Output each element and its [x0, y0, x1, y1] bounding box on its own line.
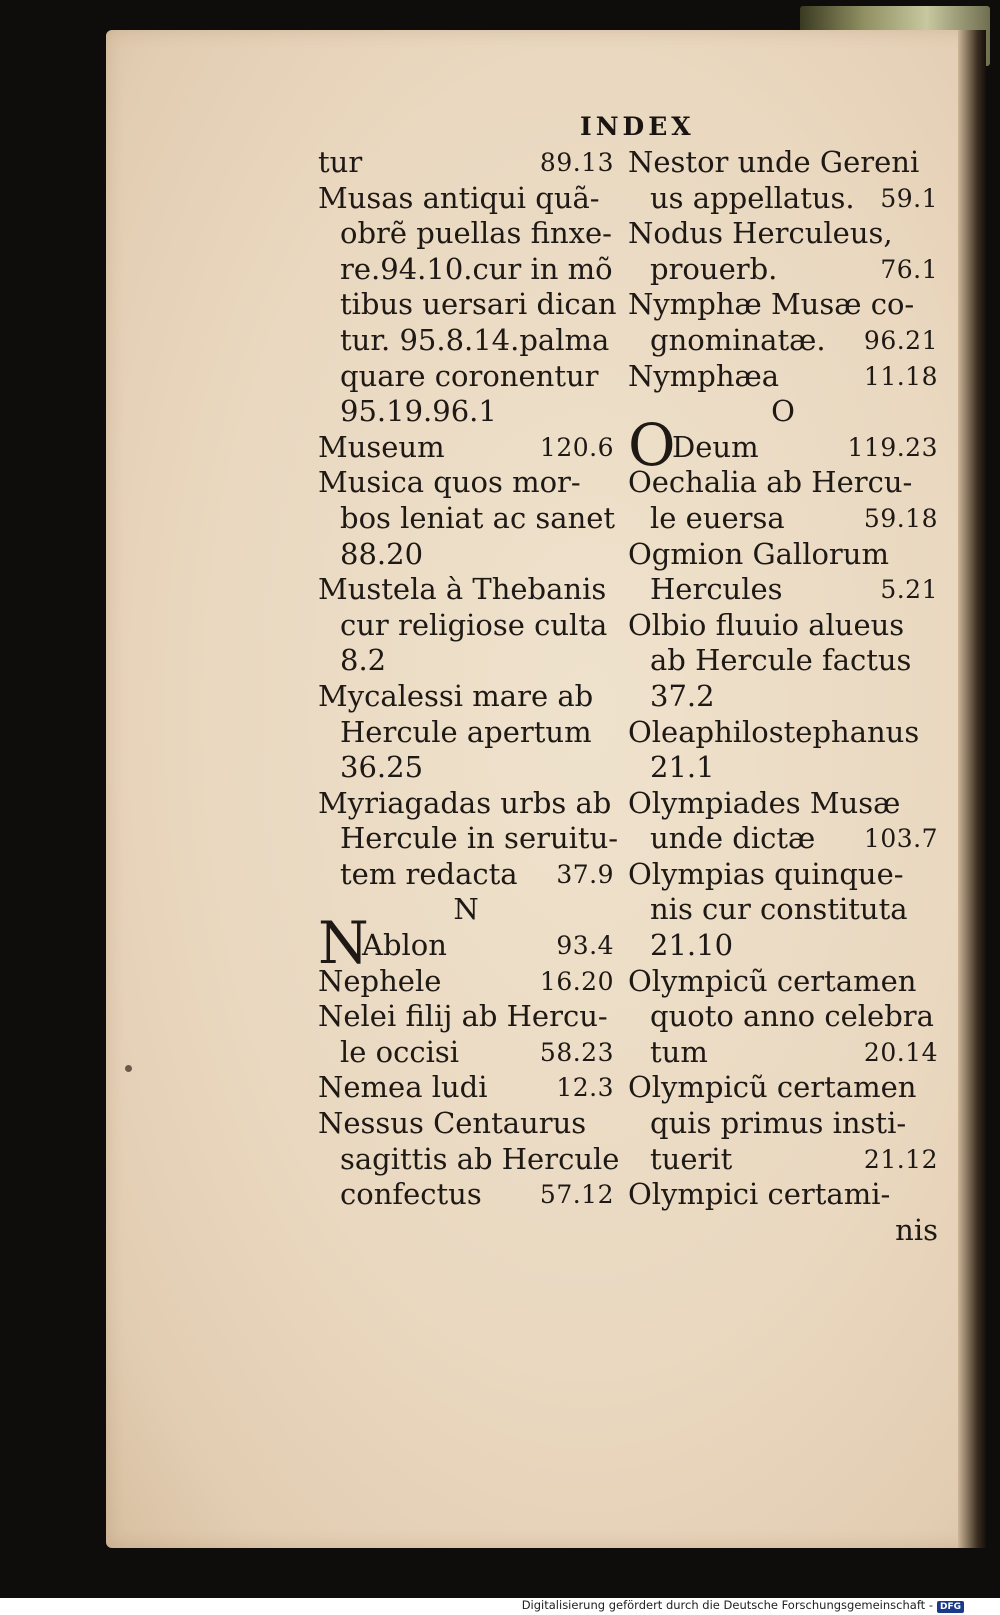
entry-text: Nodus Herculeus,: [628, 216, 893, 251]
entry-text: Nestor unde Gereni: [628, 145, 920, 179]
entry-page-ref: 59.1: [880, 183, 938, 213]
index-entry: [318, 786, 614, 822]
index-entry: [628, 1106, 938, 1142]
entry-text: 21.1: [650, 750, 715, 785]
index-column-left: [318, 145, 620, 1213]
index-entry: [628, 323, 938, 359]
index-entry: [318, 181, 614, 217]
index-entry: [628, 252, 938, 288]
index-entry: [628, 1070, 938, 1106]
index-entry: [628, 410, 938, 479]
entry-text: Myriagadas urbs ab: [318, 785, 612, 820]
index-entry: [318, 430, 614, 466]
entry-text: Ablon: [362, 928, 447, 963]
entry-text: 88.20: [340, 536, 424, 571]
entry-text: Hercule in seruitu-: [340, 821, 619, 856]
entry-text: re.94.10.cur in mõ: [340, 251, 613, 286]
index-entry: [628, 501, 938, 537]
index-entry: [628, 643, 938, 679]
entry-text: gnominatæ.: [650, 322, 826, 357]
index-entry: [318, 359, 614, 395]
entry-text: nis cur constituta: [650, 892, 908, 927]
index-entry: [628, 181, 938, 217]
entry-page-ref: 20.14: [863, 1037, 938, 1067]
entry-text: tur: [318, 145, 363, 179]
index-entry: [628, 999, 938, 1035]
entry-text: Deum: [672, 429, 759, 464]
index-entry: [628, 145, 938, 181]
index-entry: [318, 643, 614, 679]
entry-text: tum: [650, 1034, 708, 1069]
index-entry: [628, 857, 938, 893]
index-entry: [318, 1106, 614, 1142]
attribution-text: Digitalisierung gefördert durch die Deutsche Forschungsgemeinschaft -: [521, 1598, 933, 1612]
index-entry: [318, 465, 614, 501]
index-entry: [318, 1070, 614, 1106]
drop-cap: O: [628, 410, 676, 479]
entry-text: Olympicũ certamen: [628, 1070, 917, 1105]
entry-text: Musica quos mor-: [318, 465, 581, 500]
entry-text: tuerit: [650, 1141, 733, 1176]
entry-text: 37.2: [650, 678, 715, 713]
entry-page-ref: 93.4: [556, 931, 614, 961]
entry-page-ref: 76.1: [880, 254, 938, 284]
drop-cap: N: [318, 909, 369, 978]
index-entry: [318, 909, 614, 978]
entry-text: Museum: [318, 429, 445, 464]
page-speck: [125, 1065, 132, 1072]
entry-text: 36.25: [340, 750, 424, 785]
entry-text: Oleaphilostephanus: [628, 714, 920, 749]
entry-text: Mustela à Thebanis: [318, 572, 607, 607]
index-entry: [318, 323, 614, 359]
entry-text: Nemea ludi: [318, 1070, 488, 1105]
page-gutter: [958, 30, 986, 1548]
entry-text: 95.19.96.1: [340, 394, 497, 429]
entry-text: us appellatus.: [650, 180, 855, 215]
index-entry: [318, 608, 614, 644]
entry-text: Nelei filij ab Hercu-: [318, 999, 608, 1034]
index-entry: [318, 216, 614, 252]
entry-text: ab Hercule factus: [650, 643, 912, 678]
index-entry: [318, 999, 614, 1035]
entry-text: Hercule apertum: [340, 714, 592, 749]
index-entry: [628, 1142, 938, 1178]
index-entry: [628, 892, 938, 928]
entry-text: Olympiades Musæ: [628, 785, 901, 820]
index-entry: [318, 821, 619, 857]
index-column-right: [628, 145, 938, 1248]
entry-page-ref: 16.20: [539, 966, 614, 996]
index-entry: [318, 394, 614, 430]
index-entry: [318, 287, 617, 323]
entry-text: le occisi: [340, 1034, 460, 1069]
index-entry: [318, 715, 614, 751]
index-entry: [628, 679, 938, 715]
index-entry: [318, 501, 614, 537]
entry-page-ref: 89.13: [539, 148, 614, 177]
entry-text: tur. 95.8.14.palma: [340, 322, 610, 357]
entry-page-ref: 21.12: [863, 1144, 938, 1174]
entry-page-ref: 58.23: [539, 1037, 614, 1067]
entry-text: quare coronentur: [340, 358, 599, 393]
index-entry: [628, 359, 938, 395]
entry-text: tem redacta: [340, 856, 518, 891]
index-entry: [318, 252, 614, 288]
entry-text: quoto anno celebra: [650, 999, 934, 1034]
entry-text: Nephele: [318, 963, 442, 998]
entry-text: 8.2: [340, 643, 387, 678]
index-entry: [628, 821, 938, 857]
entry-text: Nymphæa: [628, 358, 780, 393]
index-entry: [628, 287, 938, 323]
entry-text: Hercules: [650, 572, 783, 607]
entry-page-ref: 119.23: [847, 432, 938, 462]
entry-text: Oechalia ab Hercu-: [628, 465, 913, 500]
entry-text: Olympicũ certamen: [628, 963, 917, 998]
page-header: INDEX: [580, 112, 695, 141]
dfg-logo: DFG: [937, 1601, 964, 1613]
entry-text: le euersa: [650, 500, 785, 535]
entry-text: Ogmion Gallorum: [628, 536, 889, 571]
index-entry: [628, 928, 938, 964]
entry-page-ref: 120.6: [539, 432, 614, 462]
index-entry: [318, 572, 614, 608]
entry-text: sagittis ab Hercule: [340, 1141, 620, 1176]
entry-text: nis: [895, 1212, 938, 1247]
entry-page-ref: 103.7: [863, 824, 938, 854]
entry-page-ref: 37.9: [556, 859, 614, 889]
index-entry: [628, 750, 938, 786]
index-entry: [628, 1213, 938, 1249]
index-entry: [628, 786, 938, 822]
entry-text: Nymphæ Musæ co-: [628, 287, 915, 322]
index-entry: [318, 537, 614, 573]
entry-text: Nessus Centaurus: [318, 1106, 587, 1141]
entry-text: confectus: [340, 1177, 482, 1212]
entry-page-ref: 96.21: [863, 325, 938, 355]
entry-text: bos leniat ac sanet: [340, 500, 616, 535]
index-entry: [628, 216, 938, 252]
index-entry: [628, 1177, 938, 1213]
entry-text: tibus uersari dican: [340, 287, 617, 322]
attribution-footer: [522, 1598, 964, 1613]
entry-text: 21.10: [650, 928, 734, 963]
index-entry: [318, 1141, 620, 1178]
entry-text: cur religiose culta: [340, 607, 608, 642]
index-entry: [318, 1035, 614, 1071]
index-entry: [318, 145, 614, 181]
entry-page-ref: 5.21: [880, 575, 938, 605]
index-entry: [318, 679, 614, 715]
entry-text: Olbio fluuio alueus: [628, 607, 905, 642]
index-entry: [318, 1177, 614, 1213]
entry-text: prouerb.: [650, 251, 778, 286]
index-entry: [318, 750, 614, 786]
section-letter: N: [453, 892, 479, 927]
entry-page-ref: 59.18: [863, 503, 938, 533]
index-entry: [628, 537, 938, 573]
entry-text: Olympias quinque-: [628, 856, 904, 891]
index-entry: [628, 572, 938, 608]
index-entry: [628, 964, 938, 1000]
entry-text: Mycalessi mare ab: [318, 678, 594, 713]
entry-text: obrẽ puellas finxe-: [340, 216, 612, 251]
entry-text: Olympici certami-: [628, 1177, 891, 1212]
entry-page-ref: 11.18: [863, 361, 938, 391]
entry-text: quis primus insti-: [650, 1106, 907, 1141]
index-entry: [318, 857, 614, 893]
entry-page-ref: 12.3: [556, 1073, 614, 1103]
entry-page-ref: 57.12: [539, 1180, 614, 1210]
index-entry: [628, 1035, 938, 1071]
entry-text: Musas antiqui quã-: [318, 180, 600, 215]
entry-text: unde dictæ: [650, 821, 816, 856]
index-entry: [628, 608, 938, 644]
index-entry: [628, 715, 938, 751]
section-letter: O: [771, 394, 795, 429]
